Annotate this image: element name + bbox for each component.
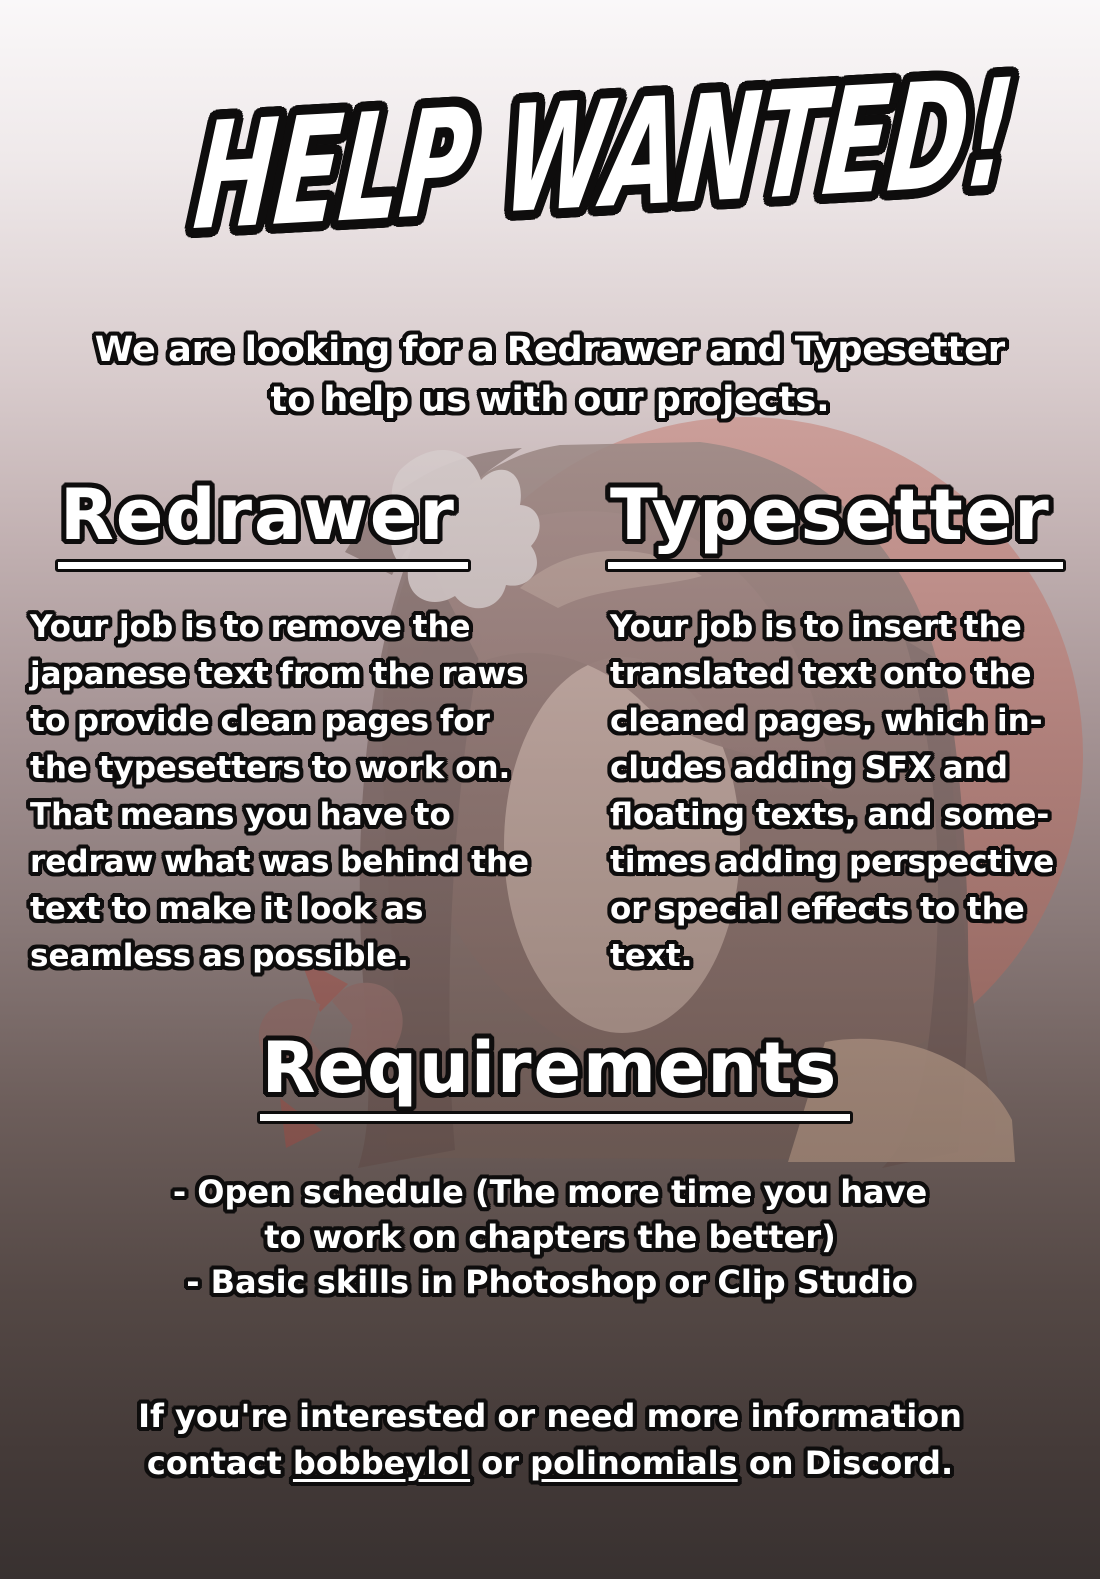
contact-line-2 — [0, 1440, 1100, 1487]
contact-line2-after: on Discord. — [737, 1444, 954, 1483]
intro-line-1: We are looking for a Redrawer and Typesetter — [94, 330, 1006, 371]
requirement-line: - Open schedule (The more time you have — [172, 1173, 928, 1212]
typesetter-heading: Typesetter — [610, 474, 1051, 557]
role-columns — [0, 474, 1100, 980]
contact-line-1: If you're interested or need more information — [138, 1397, 962, 1436]
redrawer-line: redraw what was behind the — [30, 843, 530, 880]
requirements-heading-underline — [257, 1111, 854, 1124]
typesetter-line: times adding perspective — [610, 843, 1055, 880]
section-requirements — [0, 1026, 1100, 1306]
typesetter-heading-underline — [605, 559, 1066, 572]
contact-line2-middle: or — [470, 1444, 531, 1483]
typesetter-line: Your job is to insert the — [610, 608, 1022, 645]
typesetter-line: translated text onto the — [610, 655, 1032, 692]
typesetter-line: cludes adding SFX and — [610, 749, 1008, 786]
intro-line-2: to help us with our projects. — [270, 380, 830, 421]
redrawer-line: seamless as possible. — [30, 937, 409, 974]
redrawer-line: Your job is to remove the — [30, 608, 471, 645]
contact-line2-before: contact — [146, 1444, 293, 1483]
redrawer-line: That means you have to — [30, 796, 451, 833]
section-typesetter — [610, 474, 1072, 980]
redrawer-line: to provide clean pages for — [30, 702, 490, 739]
redrawer-line: japanese text from the raws — [30, 655, 525, 692]
redrawer-line: text to make it look as — [30, 890, 424, 927]
intro-text — [0, 325, 1100, 425]
requirements-list — [0, 1170, 1100, 1305]
typesetter-heading-wrap — [610, 474, 1051, 572]
requirements-heading: Requirements — [261, 1026, 839, 1109]
typesetter-line: floating texts, and some- — [610, 796, 1050, 833]
redrawer-heading-underline — [55, 559, 471, 572]
page-title: HELP WANTED! — [188, 46, 1020, 264]
typesetter-description — [610, 604, 1072, 980]
typesetter-line: text. — [610, 937, 693, 974]
redrawer-heading-wrap — [60, 474, 456, 572]
typesetter-line: cleaned pages, which in- — [610, 702, 1043, 739]
redrawer-line: the typesetters to work on. — [30, 749, 511, 786]
requirements-heading-wrap — [261, 1026, 839, 1125]
redrawer-heading: Redrawer — [60, 474, 456, 557]
typesetter-line: or special effects to the — [610, 890, 1025, 927]
requirement-line: to work on chapters the better) — [264, 1218, 836, 1257]
requirement-line: - Basic skills in Photoshop or Clip Studio — [186, 1263, 914, 1302]
discord-username-2: polinomials — [530, 1444, 738, 1483]
redrawer-description — [30, 604, 582, 980]
section-redrawer — [30, 474, 582, 980]
discord-username-1: bobbeylol — [292, 1444, 471, 1483]
contact-text — [0, 1393, 1100, 1487]
